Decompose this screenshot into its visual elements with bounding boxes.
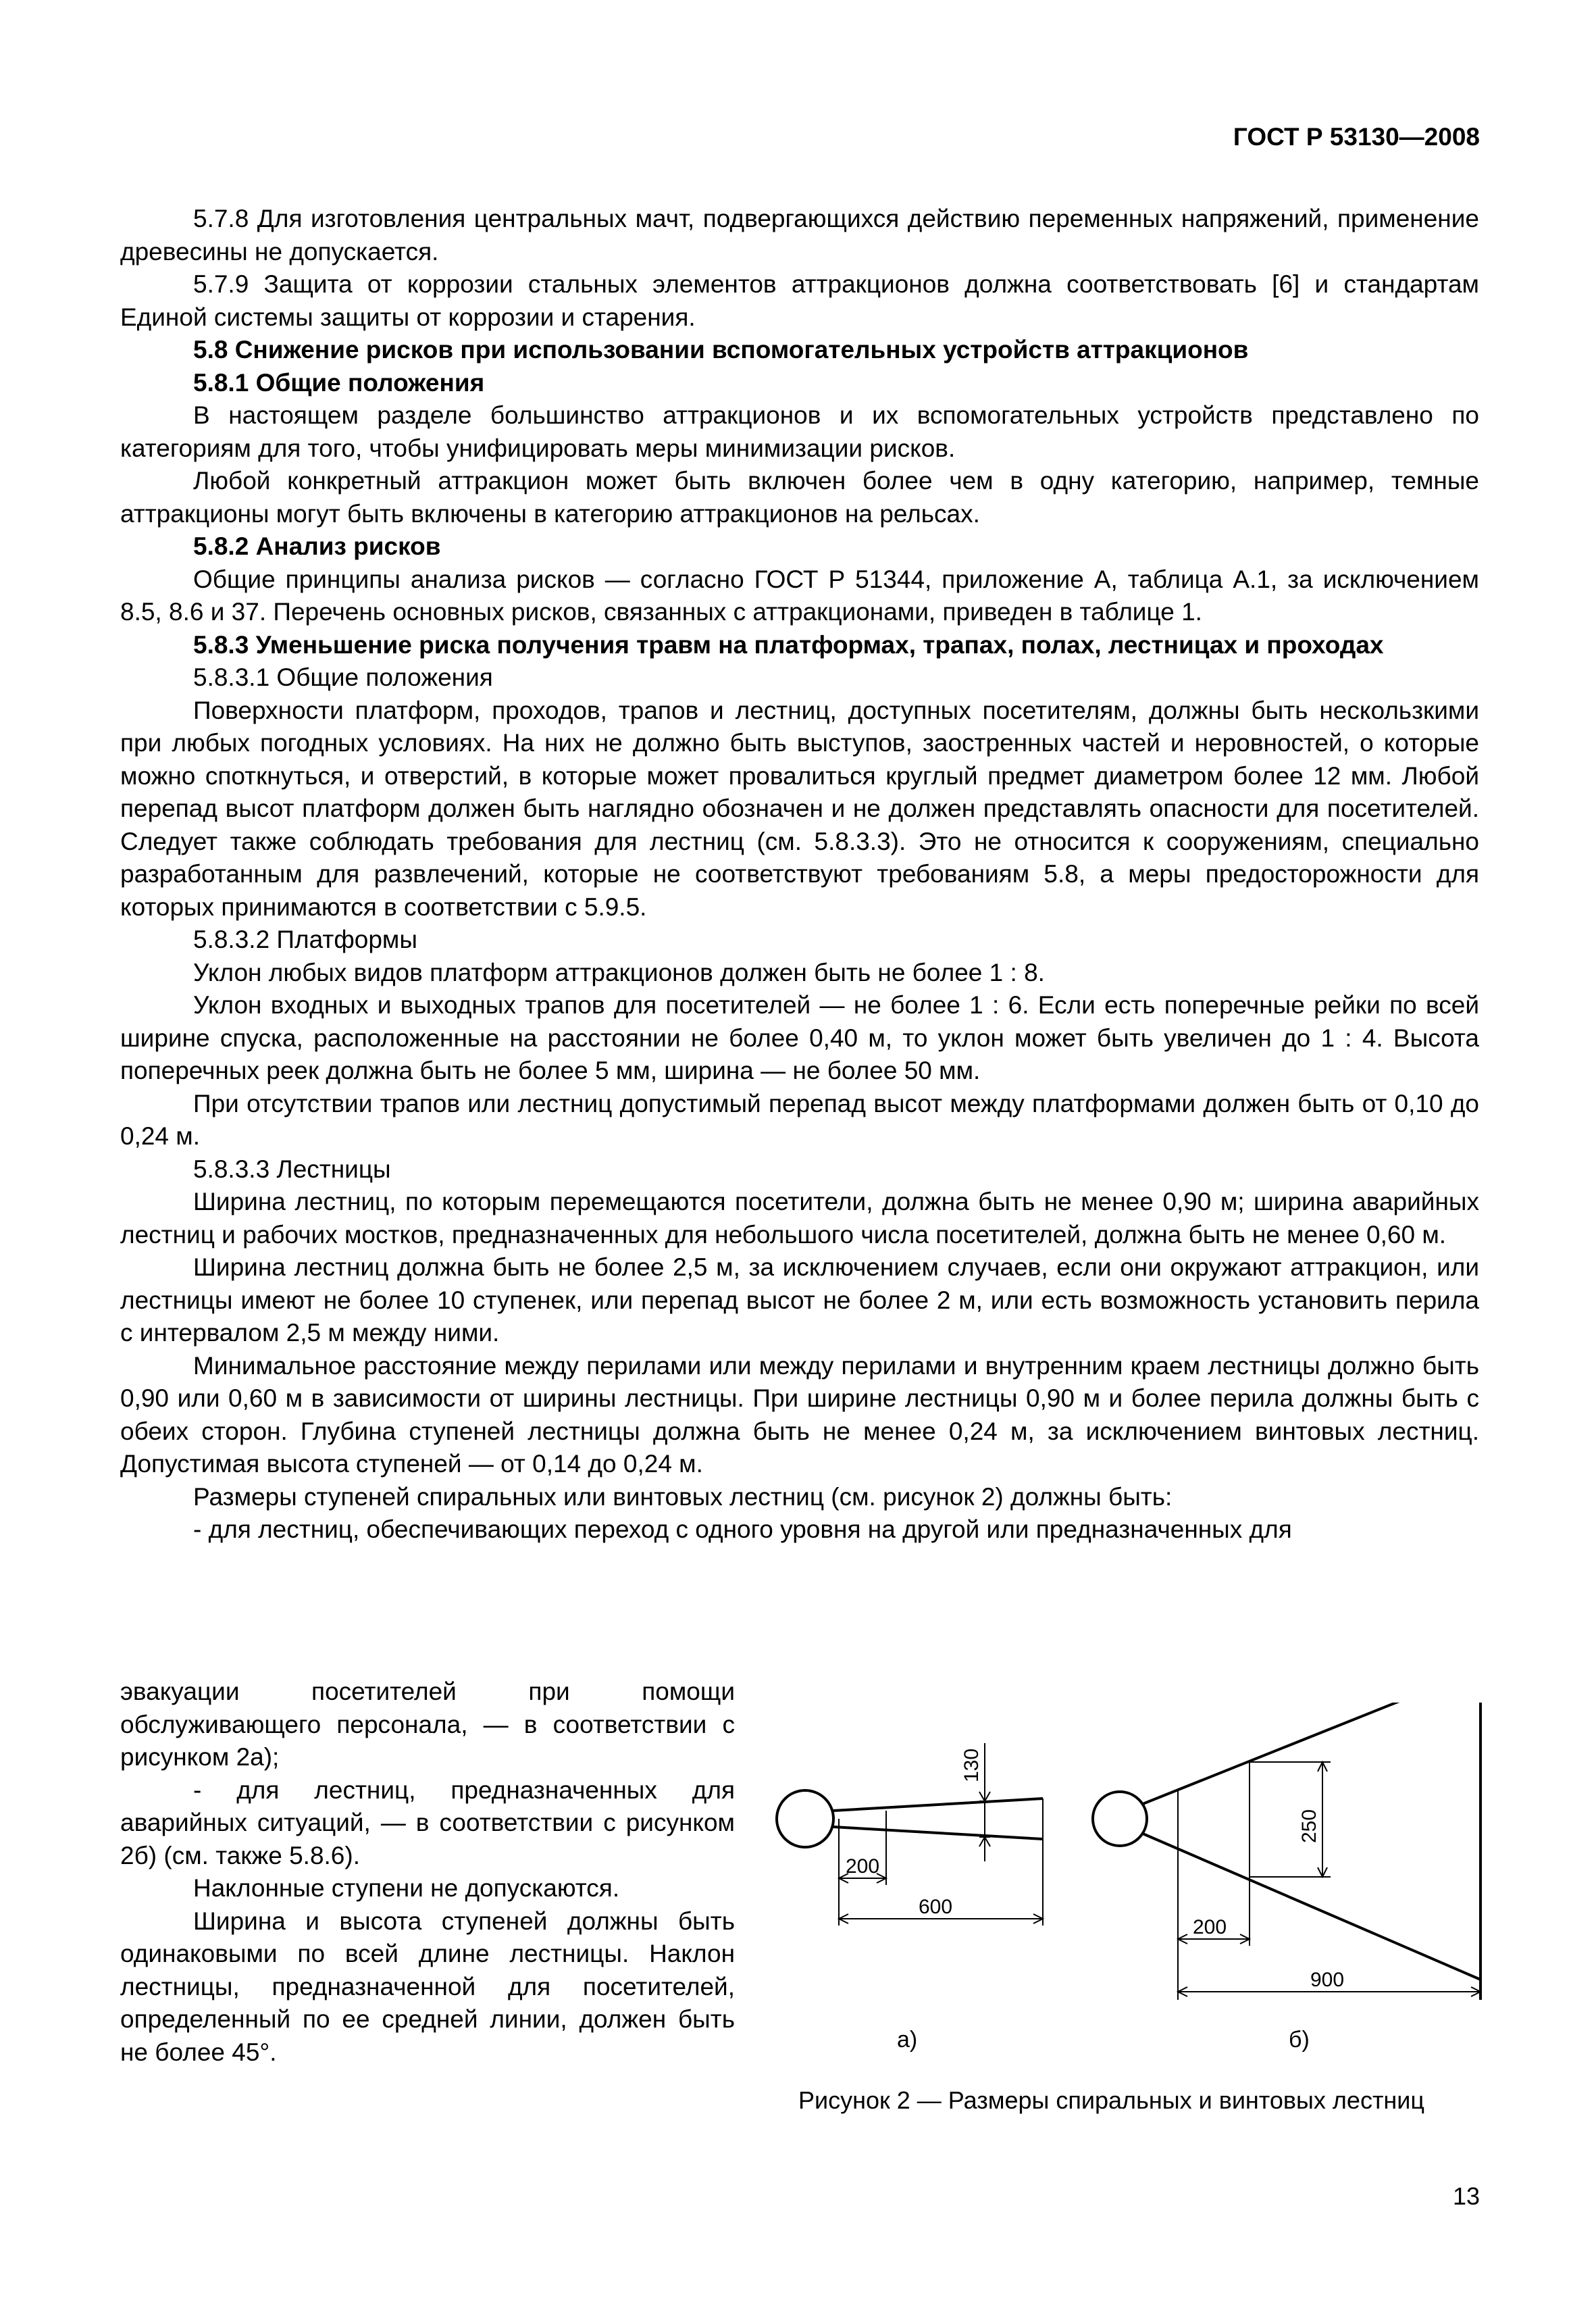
section-heading: 5.8.2 Анализ рисков xyxy=(193,532,441,560)
paragraph: Поверхности платформ, проходов, трапов и лестниц, доступных посетителям, должны быть нескользкими при любых погодных условиях. На них не должно быть выступов, заостренных частей и неровностей, о которые можно споткнуться, и отверстий, в которые может провалиться круглый предмет диаметром более 12 мм. Любой перепад высот платформ должен быть наглядно обозначен и не должен представлять опасности для посетителей. Следует также соблюдать требования для лестниц (см. 5.8.3.3). Это не относится к сооружениям, специально разработанным для развлечений, которые не соответствуют требованиям 5.8, а меры предосторожности для которых принимаются в соответствии с 5.9.5. xyxy=(120,696,1479,921)
paragraph: Уклон любых видов платформ аттракционов должен быть не более 1 : 8. xyxy=(193,958,1045,986)
paragraph: Любой конкретный аттракцион может быть включен более чем в одну категорию, например, темные аттракционы могут быть включены в категорию аттракционов на рельсах. xyxy=(120,467,1479,528)
subsection-heading: 5.8.3.1 Общие положения xyxy=(193,663,493,691)
subsection-heading: 5.8.3.2 Платформы xyxy=(193,926,417,953)
paragraph: Ширина и высота ступеней должны быть одинаковыми по всей длине лестницы. Наклон лестницы, предназначенной для посетителей, определенный по ее средней линии, должен быть не более 45°. xyxy=(120,1907,735,2066)
paragraph: 5.7.8 Для изготовления центральных мачт, подвергающихся действию переменных напряжений, применение древесины не допускается. xyxy=(120,205,1479,266)
section-heading: 5.8.3 Уменьшение риска получения травм на платформах, трапах, полах, лестницах и проходах xyxy=(193,630,1384,659)
paragraph: - для лестниц, обеспечивающих переход с одного уровня на другой или предназначенных для xyxy=(193,1515,1292,1543)
stair-b-center-post xyxy=(1093,1792,1147,1846)
paragraph: Уклон входных и выходных трапов для посетителей — не более 1 : 6. Если есть поперечные рейки по всей ширине спуска, расположенные на расстоянии не более 0,40 м, то уклон может быть увеличен до 1 : 4. Высота поперечных реек должна быть не более 5 мм, ширина — не более 50 мм. xyxy=(120,991,1479,1084)
stair-a-lower-edge xyxy=(833,1827,1043,1839)
stair-b-lower-edge xyxy=(1143,1834,1481,1980)
stair-a-upper-edge xyxy=(833,1799,1043,1811)
label-a: а) xyxy=(897,2027,918,2053)
paragraph: В настоящем разделе большинство аттракционов и их вспомогательных устройств представлено по категориям для того, чтобы унифицировать меры минимизации рисков. xyxy=(120,401,1479,462)
dim-a-130: 130 xyxy=(960,1748,983,1782)
paragraph: Минимальное расстояние между перилами или между перилами и внутренним краем лестницы должно быть 0,90 или 0,60 м в зависимости от ширины лестницы. При ширине лестницы 0,90 м и более перила должны быть с обеих сторон. Глубина ступеней лестницы должна быть не менее 0,24 м, за исключением винтовых лестниц. Допустимая высота ступеней — от 0,14 до 0,24 м. xyxy=(120,1351,1479,1478)
document-header: ГОСТ Р 53130—2008 xyxy=(1233,123,1480,151)
figure-2 xyxy=(770,1703,1486,2081)
left-column-text xyxy=(120,1676,735,2069)
paragraph: эвакуации посетителей при помощи обслуживающего персонала, — в соответствии с рисунком 2а); xyxy=(120,1678,735,1771)
label-b: б) xyxy=(1289,2027,1310,2053)
paragraph: Общие принципы анализа рисков — согласно ГОСТ Р 51344, приложение А, таблица А.1, за исключением 8.5, 8.6 и 37. Перечень основных рисков, связанных с аттракционами, приведен в таблице 1. xyxy=(120,565,1479,626)
dim-b-900: 900 xyxy=(1310,1969,1345,1991)
dim-b-250: 250 xyxy=(1298,1809,1320,1843)
paragraph: Размеры ступеней спиральных или винтовых лестниц (см. рисунок 2) должны быть: xyxy=(193,1482,1173,1511)
page-number: 13 xyxy=(1452,2182,1480,2210)
figure-caption: Рисунок 2 — Размеры спиральных и винтовых лестниц xyxy=(798,2086,1425,2114)
dim-a-600: 600 xyxy=(919,1896,953,1918)
paragraph: При отсутствии трапов или лестниц допустимый перепад высот между платформами должен быть от 0,10 до 0,24 м. xyxy=(120,1089,1479,1150)
paragraph: - для лестниц, предназначенных для аварийных ситуаций, — в соответствии с рисунком 2б) (см. также 5.8.6). xyxy=(120,1776,735,1869)
stair-a-center-post xyxy=(777,1790,833,1847)
section-heading: 5.8 Снижение рисков при использовании вспомогательных устройств аттракционов xyxy=(193,336,1249,363)
paragraph: Ширина лестниц должна быть не более 2,5 м, за исключением случаев, если они окружают аттракцион, или лестницы имеют не более 10 ступенек, или перепад высот не более 2 м, или есть возможность установить перила с интервалом 2,5 м между ними. xyxy=(120,1253,1479,1347)
dim-b-200: 200 xyxy=(1193,1916,1227,1938)
subsection-heading: 5.8.3.3 Лестницы xyxy=(193,1155,391,1183)
section-heading: 5.8.1 Общие положения xyxy=(193,368,485,397)
main-text xyxy=(120,203,1479,1546)
dim-a-200: 200 xyxy=(846,1855,880,1878)
stair-diagram xyxy=(770,1703,1486,2081)
paragraph: 5.7.9 Защита от коррозии стальных элементов аттракционов должна соответствовать [6] и стандартам Единой системы защиты от коррозии и старения. xyxy=(120,270,1479,331)
stair-b-upper-edge xyxy=(1143,1703,1481,1804)
paragraph: Наклонные ступени не допускаются. xyxy=(193,1874,620,1902)
paragraph: Ширина лестниц, по которым перемещаются посетители, должна быть не менее 0,90 м; ширина аварийных лестниц и рабочих мостков, предназначенных для небольшого числа посетителей, должна быть не менее 0,60 м. xyxy=(120,1188,1479,1249)
